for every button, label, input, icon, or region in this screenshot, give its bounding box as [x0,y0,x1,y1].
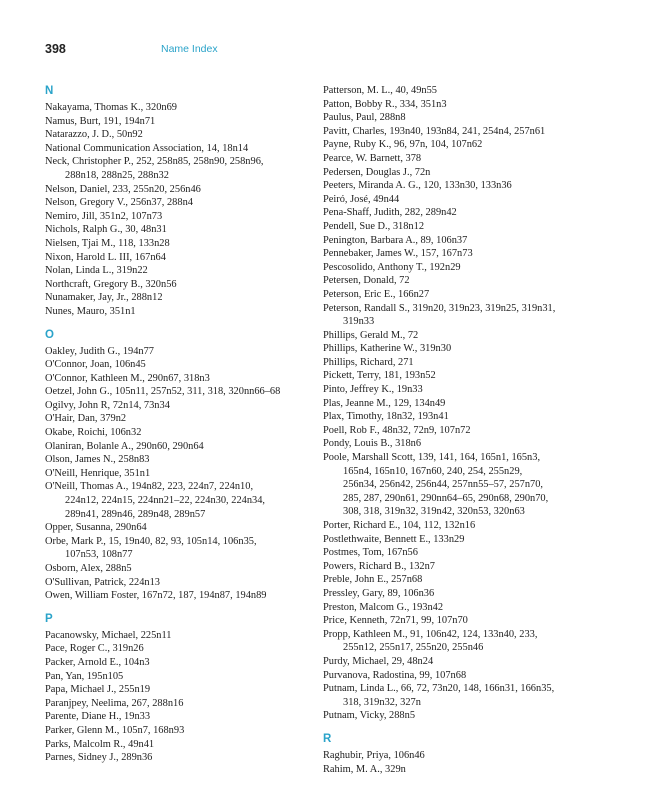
index-entry [323,206,608,220]
entry-line: Propp, Kathleen M., 91, 106n42, 124, 133n40, 233, [323,628,538,640]
page-number: 398 [45,42,66,56]
entry-line: Purdy, Michael, 29, 48n24 [323,655,434,667]
entry-line: Namus, Burt, 191, 194n71 [45,115,156,127]
index-entry [323,614,608,628]
entry-continuation: 256n34, 256n42, 256n44, 257nn55–57, 257n70, [343,479,544,491]
entry-line: Payne, Ruby K., 96, 97n, 104, 107n62 [323,139,483,151]
entry-line: Pan, Yan, 195n105 [45,670,124,682]
index-entry [45,385,320,399]
entry-line: Price, Kenneth, 72n71, 99, 107n70 [323,615,468,627]
entry-continuation: 308, 318, 319n32, 319n42, 320n53, 320n63 [343,506,525,518]
index-entry [323,763,608,777]
entry-line: Powers, Richard B., 132n7 [323,560,435,572]
entry-line: Poell, Rob F., 48n32, 72n9, 107n72 [323,424,471,436]
index-entry [45,440,320,454]
index-entry [323,560,608,574]
index-entry [45,710,320,724]
index-entry [323,261,608,275]
entry-line: Porter, Richard E., 104, 112, 132n16 [323,520,476,531]
entry-line: Nelson, Gregory V., 256n37, 288n4 [45,197,193,209]
entry-line: Nelson, Daniel, 233, 255n20, 256n46 [45,183,201,195]
index-entry [45,683,320,697]
index-entry [45,412,320,426]
index-entry [45,128,320,142]
entry-line: O'Neill, Thomas A., 194n82, 223, 224n7, 224n10, [45,481,254,493]
index-entry [45,535,320,562]
index-entry [45,115,320,129]
entry-line: Peterson, Eric E., 166n27 [323,288,430,300]
section-gap [45,603,320,612]
entry-line: Peiró, José, 49n44 [323,193,400,205]
entry-continuation: 255n12, 255n17, 255n20, 255n46 [343,642,484,654]
index-entry [45,345,320,359]
entry-line: Nunamaker, Jay, Jr., 288n12 [45,292,163,304]
entry-line: Pennebaker, James W., 157, 167n73 [323,248,473,260]
entry-line: Nemiro, Jill, 351n2, 107n73 [45,210,163,222]
entry-line: Pearce, W. Barnett, 378 [323,152,422,164]
index-entry [323,749,608,763]
index-entry [323,546,608,560]
entry-line: Pena-Shaff, Judith, 282, 289n42 [323,207,457,219]
index-entry [323,369,608,383]
entry-line: Olson, James N., 258n83 [45,454,150,466]
index-entry [323,220,608,234]
entry-line: Plas, Jeanne M., 129, 134n49 [323,397,446,409]
entry-line: Nunes, Mauro, 351n1 [45,305,136,317]
section-gap [323,723,608,732]
entry-line: Pondy, Louis B., 318n6 [323,438,422,450]
index-entry [323,397,608,411]
entry-line: Paulus, Paul, 288n8 [323,112,406,124]
index-entry [323,329,608,343]
entry-line: Packer, Arnold E., 104n3 [45,656,150,668]
index-entry [45,196,320,210]
section-gap [45,319,320,328]
entry-line: Peeters, Miranda A. G., 120, 133n30, 133n36 [323,180,512,192]
index-entry [45,264,320,278]
index-entry [323,519,608,533]
index-entry [323,587,608,601]
index-entry [323,152,608,166]
entry-line: Rahim, M. A., 329n [323,763,406,775]
index-entry [323,179,608,193]
index-entry [323,98,608,112]
index-entry [45,697,320,711]
index-entry [45,210,320,224]
index-entry [323,274,608,288]
entry-line: Pacanowsky, Michael, 225n11 [45,629,172,641]
index-entry [323,628,608,655]
index-entry [323,533,608,547]
entry-line: Parente, Diane H., 19n33 [45,711,151,723]
index-entry [323,125,608,139]
index-entry [45,237,320,251]
index-entry [45,305,320,319]
entry-line: Natarazzo, J. D., 50n92 [45,129,143,141]
index-entry [323,247,608,261]
index-entry [45,101,320,115]
entry-line: Phillips, Katherine W., 319n30 [323,343,452,355]
entry-line: Raghubir, Priya, 106n46 [323,749,425,761]
entry-line: Opper, Susanna, 290n64 [45,522,147,534]
entry-line: Papa, Michael J., 255n19 [45,684,151,696]
entry-line: Parnes, Sidney J., 289n36 [45,752,153,764]
entry-line: Petersen, Donald, 72 [323,275,410,287]
entry-line: Pescosolido, Anthony T., 192n29 [323,261,461,273]
section-letter: R [323,732,332,745]
entry-line: Parker, Glenn M., 105n7, 168n93 [45,724,185,736]
section-letter: P [45,612,53,625]
entry-line: Phillips, Gerald M., 72 [323,329,419,341]
entry-line: Owen, William Foster, 167n72, 187, 194n87, 194n89 [45,590,267,602]
index-entry [45,453,320,467]
index-entry [45,629,320,643]
index-entry [45,751,320,765]
entry-line: Patterson, M. L., 40, 49n55 [323,85,438,96]
entry-line: O'Connor, Joan, 106n45 [45,359,146,371]
index-entry [45,155,320,182]
entry-line: Purvanova, Radostina, 99, 107n68 [323,669,467,681]
index-entry [45,291,320,305]
index-entry [45,576,320,590]
index-entry [323,166,608,180]
index-entry [323,84,608,98]
entry-line: Pressley, Gary, 89, 106n36 [323,587,435,599]
index-entry [45,426,320,440]
entry-continuation: 224n12, 224n15, 224nn21–22, 224n30, 224n34, [65,495,266,507]
entry-line: O'Connor, Kathleen M., 290n67, 318n3 [45,372,210,384]
entry-line: Nielsen, Tjai M., 118, 133n28 [45,237,170,249]
entry-continuation: 288n18, 288n25, 288n32 [65,169,169,181]
index-entry [323,437,608,451]
index-entry [323,383,608,397]
running-head: Name Index [161,43,218,55]
entry-line: Oetzel, John G., 105n11, 257n52, 311, 318, 320nn66–68 [45,386,281,398]
index-entry [45,589,320,603]
entry-line: Nixon, Harold L. III, 167n64 [45,251,166,263]
index-entry [45,251,320,265]
index-entry [45,183,320,197]
entry-line: Paranjpey, Neelima, 267, 288n16 [45,697,184,709]
index-entry [45,467,320,481]
index-entry [45,642,320,656]
index-entry [323,138,608,152]
index-entry [323,410,608,424]
index-entry [45,399,320,413]
index-entry [323,669,608,683]
entry-continuation: 318, 319n32, 327n [343,696,421,708]
index-entry [45,223,320,237]
index-entry [45,521,320,535]
index-entry [323,601,608,615]
entry-line: Patton, Bobby R., 334, 351n3 [323,98,447,110]
index-entry [323,424,608,438]
entry-line: Plax, Timothy, 18n32, 193n41 [323,411,449,423]
entry-line: Orbe, Mark P., 15, 19n40, 82, 93, 105n14, 106n35, [45,535,257,547]
index-entry [45,562,320,576]
index-entry [45,738,320,752]
index-entry [323,288,608,302]
index-entry [323,451,608,519]
entry-line: Poole, Marshall Scott, 139, 141, 164, 165n1, 165n3, [323,452,541,464]
entry-line: Nolan, Linda L., 319n22 [45,265,148,277]
entry-line: Pavitt, Charles, 193n40, 193n84, 241, 254n4, 257n61 [323,125,546,137]
index-entry [45,656,320,670]
entry-line: Olaniran, Bolanle A., 290n60, 290n64 [45,440,204,452]
index-entry [323,342,608,356]
entry-line: Neck, Christopher P., 252, 258n85, 258n90, 258n96, [45,156,264,168]
entry-line: Postlethwaite, Bennett E., 133n29 [323,533,465,545]
entry-continuation: 285, 287, 290n61, 290nn64–65, 290n68, 290n70, [343,492,549,504]
entry-line: Pendell, Sue D., 318n12 [323,220,425,232]
entry-line: O'Hair, Dan, 379n2 [45,413,127,425]
entry-line: Putnam, Vicky, 288n5 [323,710,416,722]
entry-line: Pinto, Jeffrey K., 19n33 [323,384,423,396]
index-entry [323,111,608,125]
index-entry [323,655,608,669]
entry-line: Okabe, Roichi, 106n32 [45,427,142,439]
entry-line: Phillips, Richard, 271 [323,356,414,368]
entry-line: Ogilvy, John R, 72n14, 73n34 [45,399,170,411]
index-entry [323,302,608,329]
index-entry [323,234,608,248]
index-entry [323,193,608,207]
index-entry [323,356,608,370]
entry-line: Pedersen, Douglas J., 72n [323,166,431,178]
entry-line: Preston, Malcom G., 193n42 [323,601,444,613]
index-entry [45,480,320,521]
index-entry [323,709,608,723]
entry-line: Nakayama, Thomas K., 320n69 [45,102,177,113]
section-letter: N [45,85,54,97]
entry-line: Pace, Roger C., 319n26 [45,643,144,655]
index-entry [45,724,320,738]
index-entry [45,142,320,156]
entry-line: Postmes, Tom, 167n56 [323,547,418,559]
entry-line: Penington, Barbara A., 89, 106n37 [323,234,468,246]
entry-line: Pickett, Terry, 181, 193n52 [323,370,436,382]
section-letter: O [45,328,54,341]
entry-line: Oakley, Judith G., 194n77 [45,345,154,357]
index-entry [45,372,320,386]
index-entry [45,278,320,292]
index-entry [45,670,320,684]
entry-line: Peterson, Randall S., 319n20, 319n23, 319n25, 319n31, [323,302,556,314]
index-entry [323,573,608,587]
entry-line: Putnam, Linda L., 66, 72, 73n20, 148, 166n31, 166n35, [323,683,555,695]
entry-continuation: 107n53, 108n77 [65,549,133,561]
entry-continuation: 289n41, 289n46, 289n48, 289n57 [65,508,206,520]
entry-line: Northcraft, Gregory B., 320n56 [45,278,177,290]
index-column-left [45,84,320,765]
entry-line: National Communication Association, 14, 18n14 [45,142,249,154]
index-column-right [323,84,608,776]
entry-continuation: 165n4, 165n10, 167n60, 240, 254, 255n29, [343,465,523,477]
index-entry [323,682,608,709]
entry-line: Preble, John E., 257n68 [323,574,423,586]
index-entry [45,358,320,372]
entry-line: Nichols, Ralph G., 30, 48n31 [45,224,167,236]
entry-continuation: 319n33 [343,316,375,328]
entry-line: O'Neill, Henrique, 351n1 [45,467,151,479]
entry-line: O'Sullivan, Patrick, 224n13 [45,576,161,588]
entry-line: Parks, Malcolm R., 49n41 [45,738,155,750]
entry-line: Osborn, Alex, 288n5 [45,563,132,574]
